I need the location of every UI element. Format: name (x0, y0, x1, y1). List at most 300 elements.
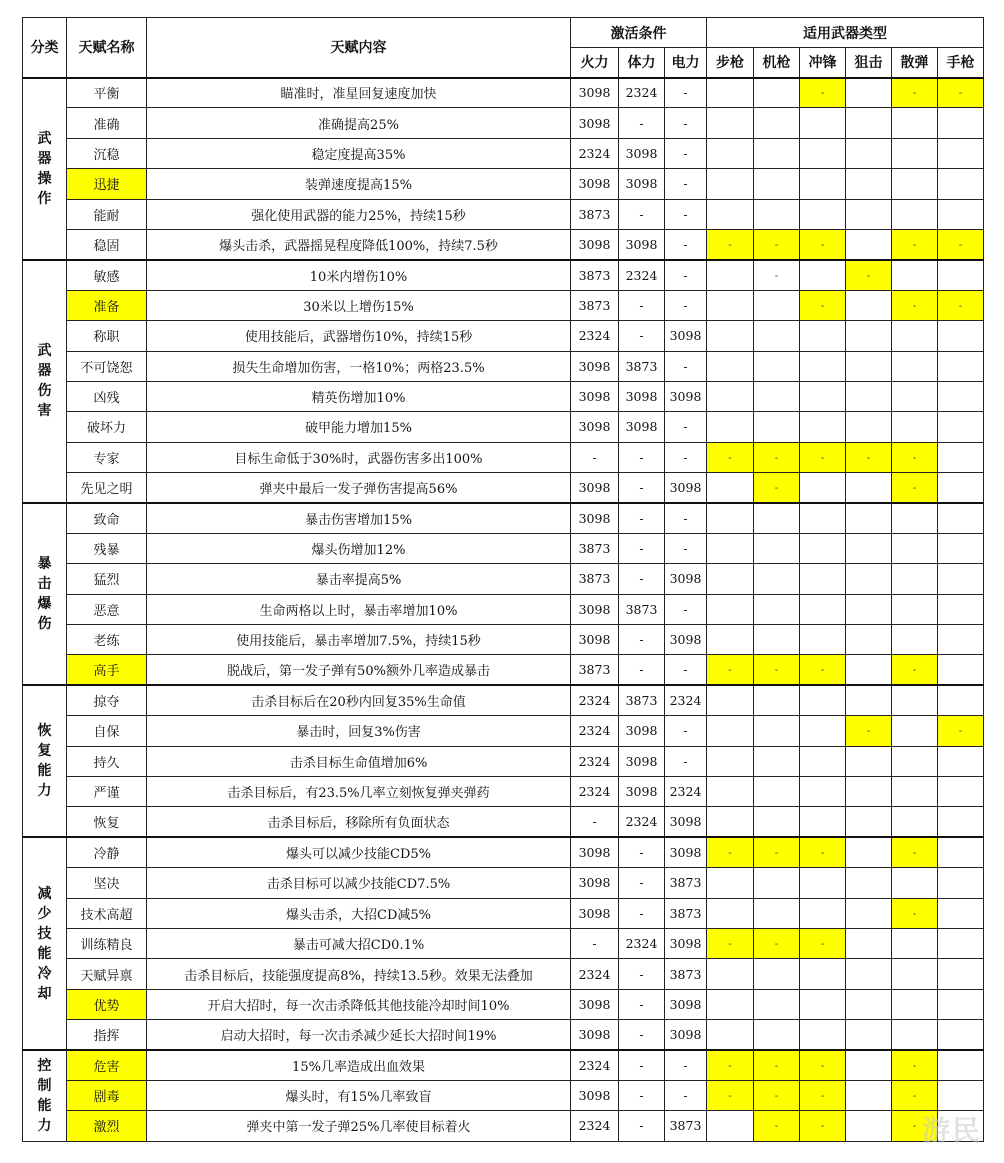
talent-row (23, 199, 984, 229)
talent-row (23, 229, 984, 259)
weapon-cell-sniper (846, 776, 892, 806)
weapon-cell-sniper (846, 898, 892, 928)
weapon-cell-pistol (938, 503, 984, 533)
weapon-cell-pistol (938, 898, 984, 928)
category-label (23, 260, 67, 503)
stat-firepower: 3098 (571, 1080, 619, 1110)
weapon-cell-lmg: - (754, 442, 800, 472)
talent-description: 爆头可以减少技能CD5% (147, 837, 571, 867)
weapon-cell-shotgun: - (892, 1111, 938, 1141)
stat-electronics: 3098 (665, 381, 707, 411)
weapon-cell-rifle: - (707, 229, 754, 259)
stat-stamina: 3873 (619, 594, 665, 624)
weapon-cell-shotgun (892, 381, 938, 411)
weapon-cell-sniper (846, 1020, 892, 1050)
stat-electronics: - (665, 138, 707, 168)
category-char: 恢 (37, 723, 52, 740)
stat-firepower: 2324 (571, 138, 619, 168)
talent-name: 破坏力 (67, 412, 147, 442)
weapon-cell-sniper (846, 746, 892, 776)
weapon-cell-rifle (707, 1020, 754, 1050)
weapon-cell-rifle (707, 473, 754, 503)
talent-row (23, 533, 984, 563)
talent-row (23, 290, 984, 320)
stat-stamina: 3098 (619, 229, 665, 259)
talent-description: 暴击伤害增加15% (147, 503, 571, 533)
header-weapon-lmg: 机枪 (754, 48, 800, 78)
category-char: 少 (37, 905, 52, 922)
weapon-cell-rifle (707, 138, 754, 168)
weapon-cell-lmg (754, 199, 800, 229)
stat-electronics: - (665, 1080, 707, 1110)
stat-electronics: 3098 (665, 1020, 707, 1050)
talent-name: 优势 (67, 989, 147, 1019)
category-char: 能 (37, 763, 52, 780)
talent-row (23, 260, 984, 290)
talent-row (23, 564, 984, 594)
weapon-cell-pistol (938, 351, 984, 381)
weapon-cell-pistol (938, 807, 984, 837)
talent-row (23, 989, 984, 1019)
weapon-cell-lmg (754, 108, 800, 138)
weapon-cell-rifle (707, 321, 754, 351)
header-weapons-group: 适用武器类型 (707, 18, 984, 48)
weapon-cell-sniper (846, 1080, 892, 1110)
weapon-cell-rifle (707, 381, 754, 411)
talent-description: 启动大招时，每一次击杀减少延长大招时间19% (147, 1020, 571, 1050)
weapon-cell-smg (800, 625, 846, 655)
weapon-cell-smg (800, 351, 846, 381)
weapon-cell-pistol (938, 989, 984, 1019)
stat-stamina: - (619, 199, 665, 229)
weapon-cell-smg: - (800, 1111, 846, 1141)
weapon-cell-rifle (707, 564, 754, 594)
stat-firepower: 3098 (571, 78, 619, 108)
stat-firepower: 3098 (571, 169, 619, 199)
stat-firepower: 3098 (571, 412, 619, 442)
weapon-cell-lmg: - (754, 928, 800, 958)
stat-firepower: 3098 (571, 868, 619, 898)
talent-row (23, 351, 984, 381)
header-weapon-rifle: 步枪 (707, 48, 754, 78)
stat-firepower: 3098 (571, 381, 619, 411)
weapon-cell-rifle (707, 290, 754, 320)
talent-description: 爆头伤增加12% (147, 533, 571, 563)
weapon-cell-sniper (846, 533, 892, 563)
weapon-cell-rifle (707, 868, 754, 898)
stat-firepower: 3098 (571, 898, 619, 928)
weapon-cell-shotgun (892, 138, 938, 168)
talent-row (23, 1111, 984, 1141)
talent-description: 爆头击杀，大招CD减5% (147, 898, 571, 928)
category-char: 技 (37, 925, 52, 942)
weapon-cell-pistol: - (938, 290, 984, 320)
talent-description: 装弹速度提高15% (147, 169, 571, 199)
talent-name: 凶残 (67, 381, 147, 411)
talent-description: 击杀目标后在20秒内回复35%生命值 (147, 685, 571, 715)
weapon-cell-lmg (754, 807, 800, 837)
stat-stamina: - (619, 625, 665, 655)
stat-electronics: 3873 (665, 868, 707, 898)
weapon-cell-sniper (846, 685, 892, 715)
weapon-cell-lmg (754, 625, 800, 655)
weapon-cell-smg: - (800, 928, 846, 958)
weapon-cell-pistol (938, 138, 984, 168)
talent-name: 先见之明 (67, 473, 147, 503)
category-char: 害 (37, 403, 52, 420)
category-label (23, 837, 67, 1050)
weapon-cell-smg (800, 685, 846, 715)
weapon-cell-smg (800, 138, 846, 168)
talent-name: 专家 (67, 442, 147, 472)
weapon-cell-rifle: - (707, 1050, 754, 1080)
category-char: 击 (37, 576, 52, 593)
weapon-cell-rifle: - (707, 837, 754, 867)
weapon-cell-pistol (938, 260, 984, 290)
weapon-cell-rifle: - (707, 1080, 754, 1110)
stat-stamina: 3098 (619, 169, 665, 199)
weapon-cell-smg (800, 746, 846, 776)
weapon-cell-shotgun (892, 776, 938, 806)
weapon-cell-smg: - (800, 1080, 846, 1110)
stat-electronics: - (665, 442, 707, 472)
talent-name: 称职 (67, 321, 147, 351)
talent-description: 使用技能后，暴击率增加7.5%，持续15秒 (147, 625, 571, 655)
weapon-cell-sniper (846, 229, 892, 259)
weapon-cell-smg (800, 868, 846, 898)
stat-firepower: 3873 (571, 260, 619, 290)
weapon-cell-pistol (938, 837, 984, 867)
weapon-cell-shotgun (892, 594, 938, 624)
category-char: 复 (37, 743, 52, 760)
weapon-cell-rifle: - (707, 442, 754, 472)
stat-stamina: - (619, 503, 665, 533)
weapon-cell-smg (800, 564, 846, 594)
talent-row (23, 868, 984, 898)
stat-stamina: - (619, 1111, 665, 1141)
weapon-cell-pistol (938, 199, 984, 229)
weapon-cell-pistol (938, 473, 984, 503)
stat-firepower: 3873 (571, 533, 619, 563)
talent-description: 瞄准时，准星回复速度加快 (147, 78, 571, 108)
stat-electronics: - (665, 260, 707, 290)
stat-firepower: 3098 (571, 837, 619, 867)
weapon-cell-shotgun (892, 746, 938, 776)
weapon-cell-lmg (754, 533, 800, 563)
header-weapon-pistol: 手枪 (938, 48, 984, 78)
talent-name: 高手 (67, 655, 147, 685)
stat-stamina: 3098 (619, 381, 665, 411)
talent-description: 击杀目标后，技能强度提高8%，持续13.5秒。效果无法叠加 (147, 959, 571, 989)
weapon-cell-pistol: - (938, 78, 984, 108)
weapon-cell-shotgun (892, 625, 938, 655)
watermark-logo: 游民 (921, 1114, 982, 1147)
weapon-cell-rifle: - (707, 655, 754, 685)
talent-row (23, 685, 984, 715)
stat-electronics: 3098 (665, 807, 707, 837)
weapon-cell-lmg (754, 321, 800, 351)
talent-name: 残暴 (67, 533, 147, 563)
stat-electronics: 2324 (665, 776, 707, 806)
stat-firepower: 3873 (571, 199, 619, 229)
weapon-cell-rifle (707, 989, 754, 1019)
stat-electronics: 3098 (665, 928, 707, 958)
stat-stamina: - (619, 442, 665, 472)
stat-firepower: 2324 (571, 1111, 619, 1141)
stat-firepower: 2324 (571, 321, 619, 351)
stat-firepower: - (571, 442, 619, 472)
weapon-cell-rifle (707, 169, 754, 199)
category-char: 冷 (37, 965, 52, 982)
weapon-cell-pistol (938, 928, 984, 958)
talent-description: 强化使用武器的能力25%，持续15秒 (147, 199, 571, 229)
talent-description: 生命两格以上时，暴击率增加10% (147, 594, 571, 624)
weapon-cell-shotgun (892, 989, 938, 1019)
weapon-cell-shotgun (892, 959, 938, 989)
talent-table-body (23, 78, 984, 1142)
stat-electronics: 3098 (665, 321, 707, 351)
weapon-cell-lmg (754, 898, 800, 928)
stat-stamina: 3098 (619, 746, 665, 776)
weapon-cell-smg (800, 260, 846, 290)
talent-name: 冷静 (67, 837, 147, 867)
weapon-cell-pistol (938, 1020, 984, 1050)
weapon-cell-lmg (754, 564, 800, 594)
talent-name: 指挥 (67, 1020, 147, 1050)
talent-row (23, 321, 984, 351)
weapon-cell-lmg (754, 594, 800, 624)
stat-stamina: 3873 (619, 351, 665, 381)
talent-description: 击杀目标可以减少技能CD7.5% (147, 868, 571, 898)
weapon-cell-sniper (846, 473, 892, 503)
weapon-cell-smg (800, 1020, 846, 1050)
talent-name: 不可饶恕 (67, 351, 147, 381)
weapon-cell-smg (800, 503, 846, 533)
weapon-cell-sniper (846, 564, 892, 594)
weapon-cell-sniper (846, 655, 892, 685)
header-attr-electronics: 电力 (665, 48, 707, 78)
talent-row (23, 473, 984, 503)
weapon-cell-sniper (846, 412, 892, 442)
weapon-cell-rifle (707, 625, 754, 655)
weapon-cell-rifle (707, 685, 754, 715)
category-char: 武 (37, 130, 52, 147)
category-char: 力 (37, 783, 52, 800)
stat-stamina: 2324 (619, 78, 665, 108)
weapon-cell-lmg (754, 1020, 800, 1050)
talent-row (23, 594, 984, 624)
header-weapon-smg: 冲锋 (800, 48, 846, 78)
weapon-cell-sniper (846, 169, 892, 199)
weapon-cell-sniper (846, 959, 892, 989)
weapon-cell-smg: - (800, 1050, 846, 1080)
weapon-cell-shotgun (892, 564, 938, 594)
weapon-cell-smg: - (800, 837, 846, 867)
weapon-cell-sniper (846, 503, 892, 533)
weapon-cell-shotgun: - (892, 229, 938, 259)
talent-name: 危害 (67, 1050, 147, 1080)
weapon-cell-rifle (707, 807, 754, 837)
weapon-cell-sniper (846, 321, 892, 351)
weapon-cell-sniper (846, 989, 892, 1019)
weapon-cell-smg (800, 381, 846, 411)
weapon-cell-pistol (938, 412, 984, 442)
talent-description: 击杀目标后，移除所有负面状态 (147, 807, 571, 837)
weapon-cell-sniper: - (846, 716, 892, 746)
weapon-cell-shotgun (892, 503, 938, 533)
talent-row (23, 412, 984, 442)
weapon-cell-shotgun: - (892, 78, 938, 108)
stat-stamina: 3098 (619, 412, 665, 442)
talent-description: 目标生命低于30%时，武器伤害多出100% (147, 442, 571, 472)
category-char: 却 (37, 985, 52, 1002)
weapon-cell-lmg: - (754, 837, 800, 867)
header-attr-firepower: 火力 (571, 48, 619, 78)
talent-description: 30米以上增伤15% (147, 290, 571, 320)
talent-description: 弹夹中最后一发子弹伤害提高56% (147, 473, 571, 503)
talent-name: 准确 (67, 108, 147, 138)
stat-firepower: 3098 (571, 625, 619, 655)
talent-row (23, 655, 984, 685)
stat-firepower: 3098 (571, 1020, 619, 1050)
weapon-cell-shotgun (892, 868, 938, 898)
weapon-cell-pistol (938, 381, 984, 411)
stat-firepower: 2324 (571, 716, 619, 746)
header-weapon-shotgun: 散弹 (892, 48, 938, 78)
stat-firepower: - (571, 807, 619, 837)
weapon-cell-lmg (754, 503, 800, 533)
weapon-cell-lmg: - (754, 260, 800, 290)
weapon-cell-sniper: - (846, 260, 892, 290)
header-talent-name: 天赋名称 (67, 18, 147, 78)
weapon-cell-pistol: - (938, 716, 984, 746)
talent-row (23, 503, 984, 533)
weapon-cell-shotgun (892, 199, 938, 229)
category-label (23, 685, 67, 837)
talent-description: 开启大招时，每一次击杀降低其他技能冷却时间10% (147, 989, 571, 1019)
weapon-cell-pistol (938, 625, 984, 655)
category-char: 作 (37, 190, 52, 207)
weapon-cell-rifle (707, 594, 754, 624)
weapon-cell-shotgun: - (892, 1080, 938, 1110)
talent-table (22, 17, 984, 1142)
talent-description: 弹夹中第一发子弹25%几率使目标着火 (147, 1111, 571, 1141)
talent-description: 击杀目标生命值增加6% (147, 746, 571, 776)
weapon-cell-lmg (754, 868, 800, 898)
stat-stamina: 3098 (619, 716, 665, 746)
weapon-cell-pistol (938, 868, 984, 898)
stat-electronics: 3873 (665, 1111, 707, 1141)
weapon-cell-shotgun (892, 412, 938, 442)
weapon-cell-shotgun: - (892, 655, 938, 685)
talent-row (23, 837, 984, 867)
weapon-cell-sniper (846, 381, 892, 411)
weapon-cell-pistol: - (938, 229, 984, 259)
talent-name: 稳固 (67, 229, 147, 259)
stat-firepower: 3098 (571, 594, 619, 624)
talent-name: 训练精良 (67, 928, 147, 958)
weapon-cell-sniper (846, 351, 892, 381)
talent-description: 暴击可减大招CD0.1% (147, 928, 571, 958)
talent-description: 稳定度提高35% (147, 138, 571, 168)
weapon-cell-sniper (846, 290, 892, 320)
weapon-cell-lmg (754, 989, 800, 1019)
weapon-cell-pistol (938, 746, 984, 776)
weapon-cell-rifle (707, 746, 754, 776)
stat-electronics: - (665, 1050, 707, 1080)
talent-name: 迅捷 (67, 169, 147, 199)
weapon-cell-rifle (707, 1111, 754, 1141)
weapon-cell-sniper (846, 594, 892, 624)
weapon-cell-sniper (846, 807, 892, 837)
weapon-cell-sniper (846, 138, 892, 168)
stat-stamina: - (619, 837, 665, 867)
talent-description: 准确提高25% (147, 108, 571, 138)
weapon-cell-lmg (754, 290, 800, 320)
stat-electronics: - (665, 78, 707, 108)
stat-electronics: - (665, 716, 707, 746)
category-label (23, 503, 67, 685)
weapon-cell-smg (800, 321, 846, 351)
weapon-cell-pistol (938, 564, 984, 594)
weapon-cell-lmg: - (754, 655, 800, 685)
talent-name: 准备 (67, 290, 147, 320)
stat-firepower: 2324 (571, 959, 619, 989)
weapon-cell-lmg (754, 716, 800, 746)
stat-firepower: 3873 (571, 290, 619, 320)
header-activation: 激活条件 (571, 18, 707, 48)
stat-stamina: - (619, 564, 665, 594)
stat-stamina: - (619, 1020, 665, 1050)
stat-stamina: - (619, 959, 665, 989)
talent-name: 激烈 (67, 1111, 147, 1141)
weapon-cell-shotgun: - (892, 898, 938, 928)
weapon-cell-smg (800, 716, 846, 746)
category-char: 爆 (37, 596, 52, 613)
weapon-cell-shotgun: - (892, 473, 938, 503)
talent-name: 恢复 (67, 807, 147, 837)
category-char: 伤 (37, 616, 52, 633)
weapon-cell-lmg: - (754, 1050, 800, 1080)
stat-firepower: 2324 (571, 776, 619, 806)
stat-firepower: 3098 (571, 989, 619, 1019)
weapon-cell-sniper (846, 928, 892, 958)
weapon-cell-smg: - (800, 78, 846, 108)
talent-row (23, 898, 984, 928)
weapon-cell-lmg (754, 776, 800, 806)
header-attr-stamina: 体力 (619, 48, 665, 78)
talent-row (23, 1080, 984, 1110)
stat-firepower: 3098 (571, 473, 619, 503)
category-char: 伤 (37, 383, 52, 400)
stat-stamina: 3098 (619, 138, 665, 168)
weapon-cell-smg (800, 594, 846, 624)
talent-description: 击杀目标后，有23.5%几率立刻恢复弹夹弹药 (147, 776, 571, 806)
stat-electronics: 3098 (665, 564, 707, 594)
stat-firepower: 3098 (571, 503, 619, 533)
weapon-cell-lmg (754, 351, 800, 381)
weapon-cell-shotgun (892, 928, 938, 958)
weapon-cell-pistol (938, 1050, 984, 1080)
weapon-cell-shotgun (892, 533, 938, 563)
weapon-cell-lmg (754, 138, 800, 168)
stat-electronics: - (665, 746, 707, 776)
stat-stamina: - (619, 868, 665, 898)
category-char: 控 (37, 1057, 52, 1074)
weapon-cell-lmg: - (754, 229, 800, 259)
weapon-cell-rifle (707, 78, 754, 108)
weapon-cell-pistol (938, 959, 984, 989)
